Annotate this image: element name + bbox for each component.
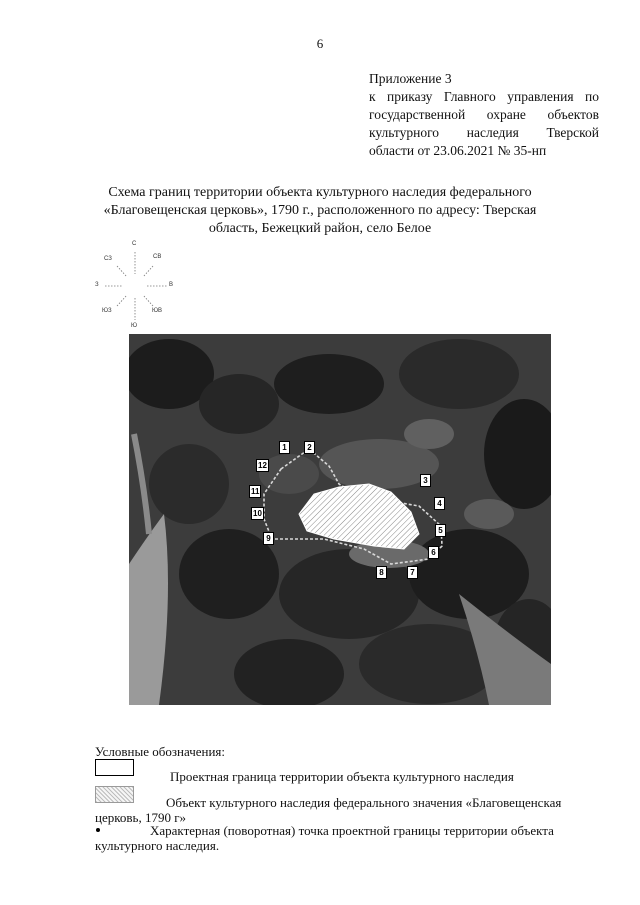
- compass-northwest: СЗ: [104, 256, 112, 262]
- compass-southeast: ЮВ: [152, 308, 163, 314]
- legend-object-text-1: Объект культурного наследия федерального значения «Благовещенская: [166, 795, 562, 810]
- boundary-point-4: 4: [434, 497, 445, 510]
- compass-north: С: [132, 241, 137, 247]
- compass-east: В: [169, 282, 174, 288]
- compass-west: З: [95, 282, 99, 288]
- appendix-block: [369, 70, 599, 160]
- legend-point-text-1: Характерная (поворотная) точка проектной границы территории объекта: [150, 823, 554, 838]
- boundary-point-11: 11: [251, 487, 260, 496]
- boundary-point-5: 5: [435, 524, 446, 537]
- compass-rose: [95, 240, 185, 335]
- title-line-3: область, Бежецкий район, село Белое: [208, 221, 432, 236]
- boundary-point-8: 8: [376, 566, 387, 579]
- satellite-image: [129, 334, 551, 705]
- object-legend-swatch: [95, 786, 134, 803]
- compass-southwest: ЮЗ: [102, 308, 112, 314]
- boundary-point-6: 6: [428, 546, 439, 559]
- appendix-line-3: государственной охране объектов: [369, 107, 599, 122]
- page-number: 6: [316, 36, 324, 51]
- boundary-point-1: 1: [279, 441, 290, 454]
- appendix-line-4: культурного наследия Тверской: [369, 125, 599, 140]
- title-line-2: «Благовещенская церковь», 1790 г., расположенного по адресу: Тверская: [103, 203, 537, 218]
- point-legend-bullet-icon: [96, 828, 100, 832]
- boundary-point-12: 12: [258, 461, 267, 470]
- compass-northeast: СВ: [153, 254, 162, 260]
- appendix-line-2: к приказу Главного управления по: [369, 89, 599, 104]
- appendix-line-1: Приложение 3: [369, 71, 452, 86]
- boundary-legend-swatch: [95, 759, 134, 776]
- legend-point-text-2: культурного наследия.: [95, 838, 220, 853]
- boundary-point-7: 7: [407, 566, 418, 579]
- legend-title: Условные обозначения:: [95, 744, 226, 759]
- legend-boundary-text: Проектная граница территории объекта культурного наследия: [170, 769, 514, 784]
- boundary-point-2: 2: [304, 441, 315, 454]
- boundary-point-9: 9: [263, 532, 274, 545]
- appendix-line-5: области от 23.06.2021 № 35-нп: [369, 143, 547, 158]
- satellite-map: [129, 334, 551, 705]
- boundary-point-10: 10: [253, 509, 262, 518]
- compass-south: Ю: [131, 323, 138, 329]
- document-title: [100, 184, 540, 238]
- title-line-1: Схема границ территории объекта культурного наследия федерального: [108, 185, 532, 200]
- boundary-point-3: 3: [420, 474, 431, 487]
- legend-object-text-2: церковь, 1790 г»: [95, 810, 187, 825]
